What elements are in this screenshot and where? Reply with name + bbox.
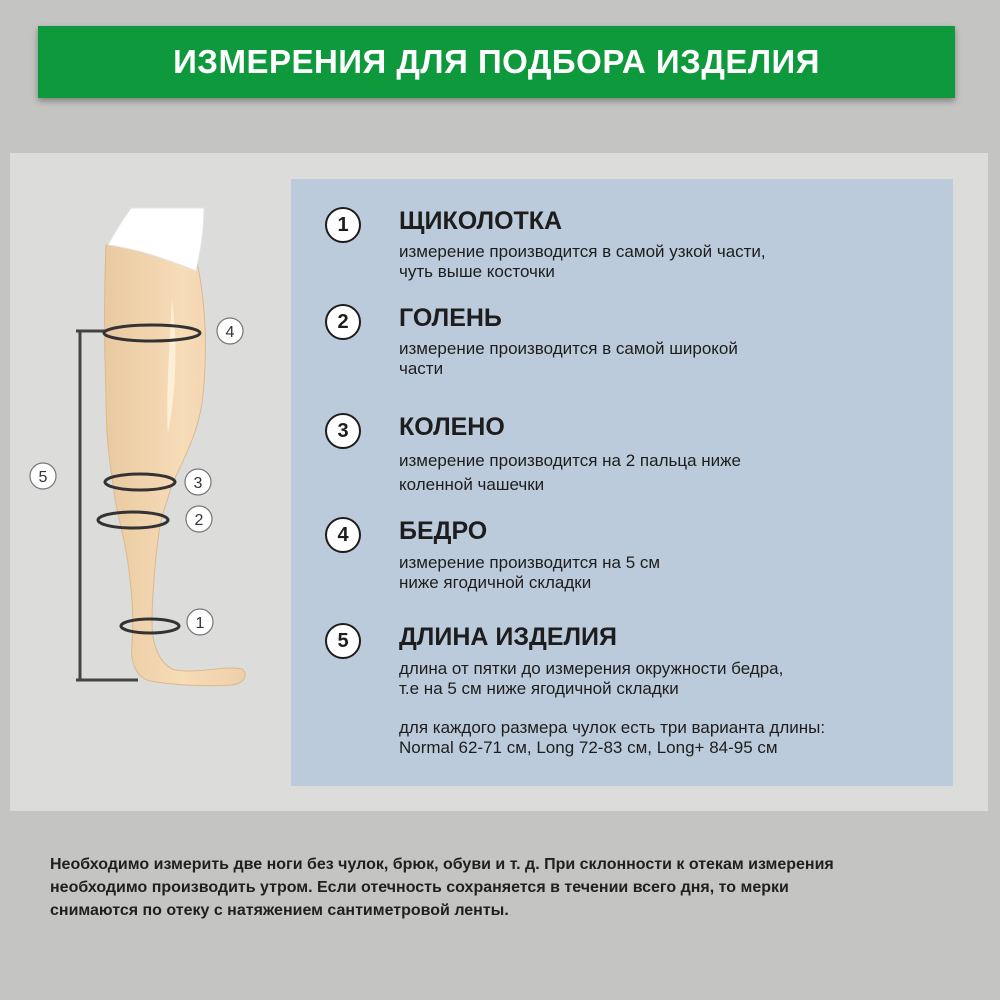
number-badge: 1 [325, 207, 361, 243]
leg-shape [105, 245, 246, 686]
description-line: измерение производится в самой узкой части, [399, 242, 766, 261]
number-badge: 4 [325, 517, 361, 553]
description-line: измерение производится в самой широкой [399, 339, 738, 358]
leg-drawing [10, 153, 290, 811]
number-badge: 2 [325, 304, 361, 340]
description-line: ниже ягодичной складки [399, 573, 592, 592]
footer-line: снимаются по отеку с натяжением сантиметровой ленты. [50, 902, 509, 919]
item-description [399, 242, 939, 282]
item-description [399, 339, 939, 379]
description-line: длина от пятки до измерения окружности бедра, [399, 659, 784, 678]
item-title: ГОЛЕНЬ [399, 304, 502, 332]
marker-4-label: 4 [225, 324, 235, 341]
item-title: ЩИКОЛОТКА [399, 207, 563, 235]
note-line: для каждого размера чулок есть три варианта длины: [399, 718, 826, 737]
footer-line: Необходимо измерить две ноги без чулок, брюк, обуви и т. д. При склонности к отекам измерения [50, 856, 834, 873]
title-banner [38, 26, 955, 98]
note-line: Normal 62-71 см, Long 72-83 см, Long+ 84-95 см [399, 738, 778, 757]
leg-illustration [10, 153, 290, 811]
item-description [399, 553, 939, 593]
marker-2-label: 2 [194, 512, 204, 529]
description-line: коленной чашечки [399, 475, 545, 494]
item-title: ДЛИНА ИЗДЕЛИЯ [399, 623, 617, 651]
item-description [399, 659, 939, 699]
item-title: БЕДРО [399, 517, 488, 545]
number-badge: 5 [325, 623, 361, 659]
footer-line: необходимо производить утром. Если отечность сохраняется в течении всего дня, то мерки [50, 879, 789, 896]
number-badge: 3 [325, 413, 361, 449]
footer-note [50, 853, 950, 922]
content-panel [10, 153, 988, 811]
marker-3-label: 3 [193, 475, 203, 492]
description-line: чуть выше косточки [399, 262, 555, 281]
description-line: части [399, 359, 444, 378]
item-title: КОЛЕНО [399, 413, 505, 441]
instructions-panel [291, 179, 953, 786]
item-description [399, 449, 939, 497]
length-variants-note [399, 718, 939, 758]
page-title: ИЗМЕРЕНИЯ ДЛЯ ПОДБОРА ИЗДЕЛИЯ [173, 43, 820, 80]
description-line: измерение производится на 2 пальца ниже [399, 451, 741, 470]
marker-1-label: 1 [195, 615, 205, 632]
description-line: т.е на 5 см ниже ягодичной складки [399, 679, 679, 698]
marker-5-label: 5 [38, 469, 48, 486]
description-line: измерение производится на 5 см [399, 553, 661, 572]
